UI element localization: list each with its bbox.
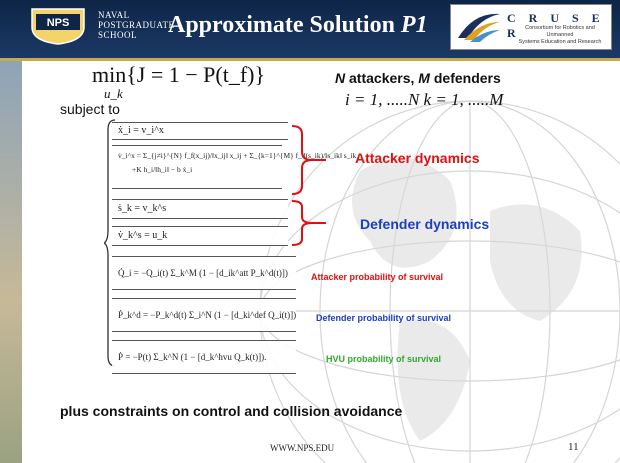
attacker-survival-label: Attacker probability of survival xyxy=(311,272,444,282)
campus-photo-strip xyxy=(0,61,22,463)
hvu-survival-label: HVU probability of survival xyxy=(326,354,442,364)
attacker-dynamics-label: Attacker dynamics xyxy=(355,150,480,166)
cruser-logo xyxy=(450,4,612,50)
cruser-tagline-line-2: Systems Education and Research xyxy=(518,39,602,45)
slide-title-emphasis: P1 xyxy=(400,12,428,38)
equation-defender-position: ṡ_k = v_k^s xyxy=(112,199,288,219)
cruser-name: C R U S E R xyxy=(507,11,605,40)
equation-attacker-velocity-line-2: +K h_i/‖h_i‖ − b ẋ_i xyxy=(132,165,193,174)
objective-function: min{J = 1 − P(t_f)} xyxy=(92,62,266,87)
equation-attacker-velocity xyxy=(112,145,357,189)
equation-defender-survival: Ṗ_k^d = −P_k^d(t) Σ_i^N (1 − [d_ki^def Q_i(t)]) xyxy=(112,298,296,332)
cruser-tagline xyxy=(513,25,607,46)
school-line-1: NAVAL xyxy=(98,10,130,20)
school-line-2: POSTGRADUATE xyxy=(98,20,175,30)
equation-hvu-survival: Ṗ = −P(t) Σ_k^N (1 − [d_k^hvu Q_k(t)]). xyxy=(112,340,296,374)
nps-shield-logo xyxy=(28,7,88,45)
attackers-text: attackers, xyxy=(345,70,419,86)
slide-title-main: Approximate Solution xyxy=(168,12,401,38)
cruser-tagline-line-1: Consortium for Robotics and Unmanned xyxy=(525,25,595,38)
defenders-text: defenders xyxy=(429,70,501,86)
defender-dynamics-brace xyxy=(290,199,330,247)
m-symbol: M xyxy=(418,70,430,86)
logo-badge-text: NPS xyxy=(46,17,70,29)
defender-survival-label: Defender probability of survival xyxy=(316,313,452,323)
index-ranges: i = 1, .....N k = 1, .....M xyxy=(345,90,504,109)
school-name xyxy=(98,10,175,40)
equation-attacker-velocity-line-1: v̇_i^x = Σ_{j≠i}^{N} f_f(x_ij)/‖x_ij‖ x_ij + Σ_{k=1}^{M} f_d(s_ik)/‖s_ik‖ s_ik xyxy=(118,151,357,160)
constraints-note: plus constraints on control and collision avoidance xyxy=(60,403,403,419)
agent-counts xyxy=(335,70,501,86)
attacker-dynamics-brace xyxy=(290,124,330,196)
equation-attacker-survival: Q̇_i = −Q_i(t) Σ_k^M (1 − [d_ik^att P_k^d(t)]) xyxy=(112,256,296,290)
footer-url: WWW.NPS.EDU xyxy=(270,443,335,453)
n-symbol: N xyxy=(335,70,346,86)
equation-attacker-position: ẋ_i = v_i^x xyxy=(112,122,288,140)
defender-dynamics-label: Defender dynamics xyxy=(360,216,490,232)
school-line-3: SCHOOL xyxy=(98,30,138,40)
cruser-swoosh-icon xyxy=(454,8,504,46)
page-number: 11 xyxy=(568,441,579,453)
objective-subscript: u_k xyxy=(104,86,123,101)
slide-title xyxy=(168,12,428,39)
subject-to-label: subject to xyxy=(60,101,120,117)
equation-defender-velocity: v̇_k^s = u_k xyxy=(112,226,288,246)
